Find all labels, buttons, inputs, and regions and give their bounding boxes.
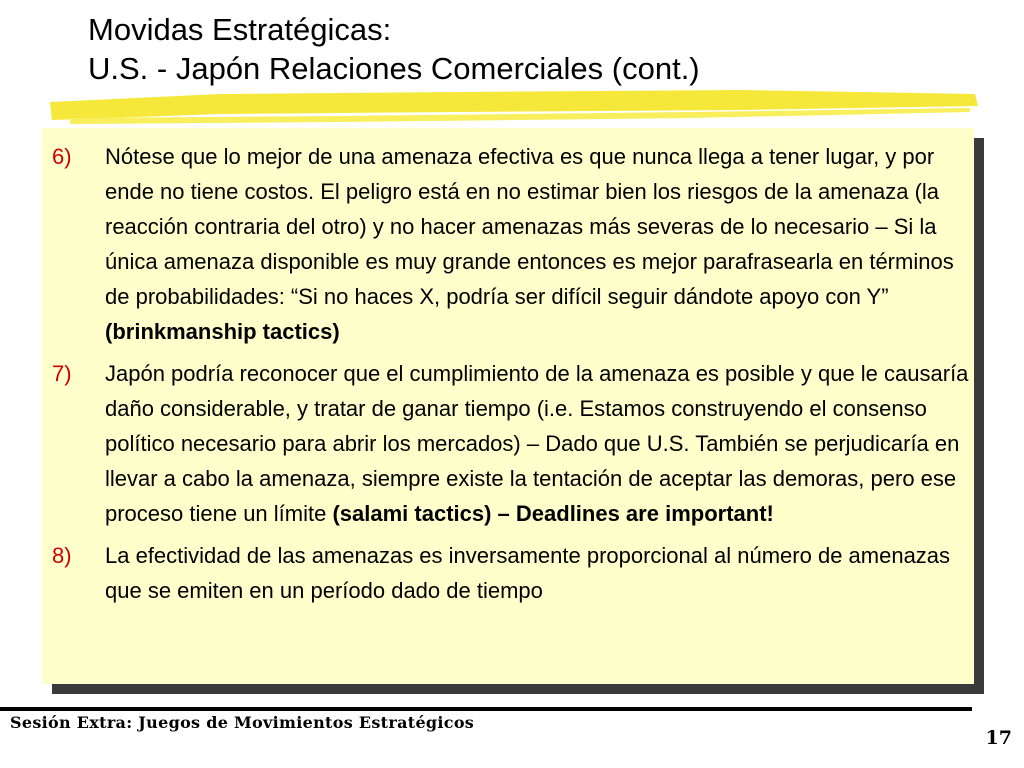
item-text	[105, 361, 968, 526]
list-item	[52, 139, 972, 349]
item-bold-text: (brinkmanship tactics)	[105, 319, 340, 344]
title-highlight-stroke	[40, 88, 980, 128]
item-body: Nótese que lo mejor de una amenaza efectiva es que nunca llega a tener lugar, y por ende no tiene costos. El peligro está en no estimar bien los riesgos de la amenaza (la reacción contraria del otro) y no hacer amenazas más severas de lo necesario – Si la única amenaza disponible es muy grande entonces es mejor parafrasearla en términos de probabilidades: “Si no haces X, podría ser difícil seguir dándote apoyo con Y”	[105, 144, 954, 309]
slide-title	[88, 10, 988, 88]
page-number: 17	[985, 727, 1012, 749]
item-number: 7)	[52, 361, 72, 386]
item-number: 6)	[52, 144, 72, 169]
item-body: La efectividad de las amenazas es inversamente proporcional al número de amenazas que se emiten en un período dado de tiempo	[105, 543, 951, 603]
title-line-2: U.S. - Japón Relaciones Comerciales (cont.)	[88, 51, 700, 86]
title-line-1: Movidas Estratégicas:	[88, 12, 392, 47]
list-item	[52, 356, 972, 531]
footer-divider	[0, 707, 972, 711]
item-text	[105, 543, 950, 603]
footer-text: Sesión Extra: Juegos de Movimientos Estratégicos	[10, 713, 475, 732]
item-body: Japón podría reconocer que el cumplimiento de la amenaza es posible y que le causaría daño considerable, y tratar de ganar tiempo (i.e. Estamos construyendo el consenso político necesario para abrir los mercados) – Dado que U.S. También se perjudicaría en llevar a cabo la amenaza, siempre existe la tentación de aceptar las demoras, pero ese proceso tiene un límite	[105, 361, 969, 526]
item-text	[105, 144, 954, 344]
numbered-list	[52, 139, 972, 615]
item-number: 8)	[52, 543, 72, 568]
item-bold-text: (salami tactics) – Deadlines are important!	[332, 501, 774, 526]
list-item	[52, 538, 972, 608]
